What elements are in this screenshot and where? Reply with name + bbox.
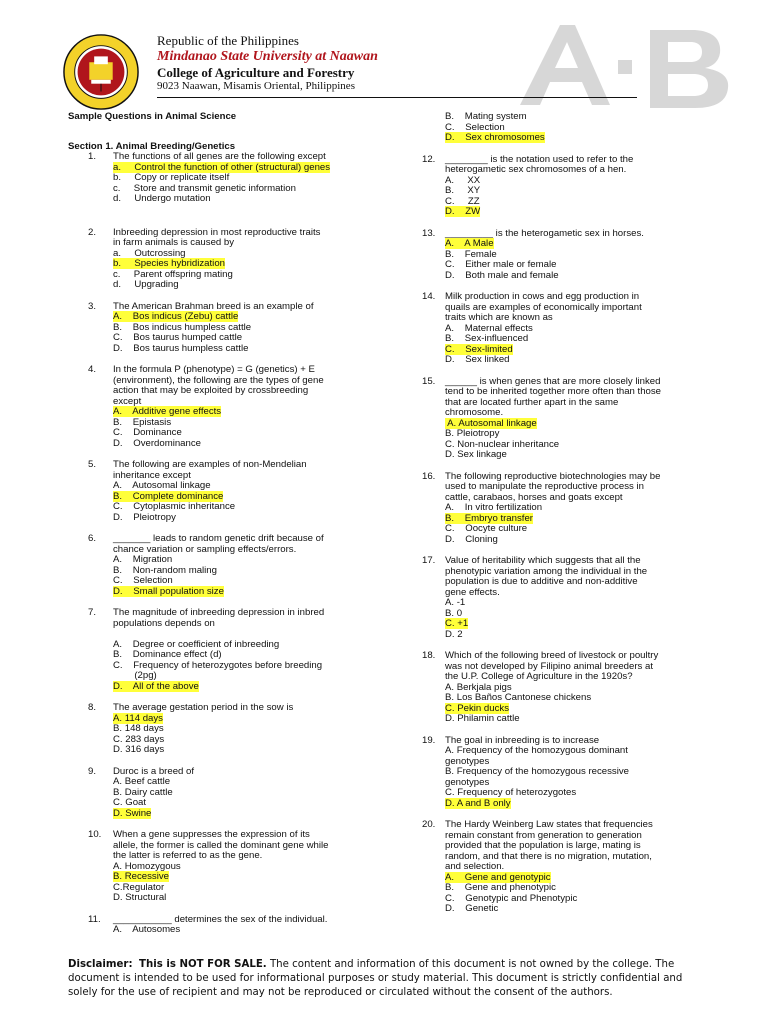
answer-option-highlighted: B. Recessive [113,871,169,882]
answer-option-text: D. Sex linked [445,354,510,365]
header-rule [157,97,637,98]
answer-option-text: C. Frequency of heterozygotes [445,787,577,798]
answer-option-text: C. Oocyte culture [445,523,528,534]
question-stem-line: heterogametic sex chromosomes of a hen. [445,164,627,175]
question-item [68,460,368,523]
answer-option-text: B. Female [445,248,497,260]
question-number: 1. [88,151,97,162]
answer-option-text: D. Sex linkage [445,449,507,460]
answer-option [445,714,712,725]
question-stem-line: tend to be inherited together more often than those [445,386,662,397]
answer-option-highlighted: A. Bos indicus (Zebu) cattle [113,311,239,322]
question-number: 6. [88,533,97,544]
answer-option-text: C. Selection [445,121,505,133]
answer-option-text: D. Overdominance [113,437,201,449]
answer-option [445,271,712,282]
answer-option [445,904,712,915]
question-item [422,556,712,640]
answer-option-text: B. Non-random maling [113,564,217,576]
question-stem-line: Inbreeding depression in most reproductive traits [113,226,321,238]
answer-option [113,745,368,756]
answer-option [113,513,368,524]
answer-option-text: A. Autosomal linkage [113,480,211,491]
answer-option-text: D. Bos taurus humpless cattle [113,342,249,354]
answer-option-text: D. Structural [113,892,167,903]
question-stem-line: used to manipulate the reproductive process in [445,481,644,492]
answer-option-text: d. Undergo mutation [113,193,211,204]
question-stem-line: The functions of all genes are the following except [113,151,326,162]
answer-option [113,788,368,799]
question-stem-line: chance variation or sampling effects/errors. [113,543,297,555]
answer-option-text: B. Sex-influenced [445,333,529,344]
answer-option-text: D. 316 days [113,744,165,755]
question-stem-line: The goal in inbreeding is to increase [445,734,600,746]
question-stem-line: the latter is referred to as the gene. [113,850,263,861]
question-stem-line: _______ leads to random genetic drift because of [113,533,324,544]
question-stem-line: traits which are known as [445,312,553,323]
answer-option-text: A. Migration [113,554,173,565]
answer-option [445,197,712,208]
answer-option [113,893,368,904]
answer-option-highlighted: D. Small population size [113,585,224,597]
answer-option-text: B. Mating system [445,111,527,122]
answer-option-text: B. Dominance effect (d) [113,649,222,660]
answer-option-text: A. Autosomes [113,924,181,935]
answer-option-text: C. Bos taurus humped cattle [113,332,243,343]
answer-option-text: C. Either male or female [445,259,557,270]
answer-option-text: D. Genetic [445,903,499,914]
question-number: 13. [422,227,436,239]
question-stem-line: ______ is when genes that are more closely linked [445,375,661,387]
answer-option-text: (2pg) [113,670,157,681]
question-number: 16. [422,470,436,482]
answer-option-text: A. Degree or coefficient of inbreeding [113,638,280,650]
question-item [68,228,368,291]
question-stem-line: ________ is the notation used to refer to the [445,153,634,165]
answer-option-text: C. Dominance [113,427,182,438]
section-heading: Section 1. Animal Breeding/Genetics [68,140,236,152]
question-stem-line: The following reproductive biotechnologies may be [445,470,661,482]
answer-option-text: d. Upgrading [113,279,179,290]
answer-option-text: D. Philamin cattle [445,713,520,724]
answer-option-text: C. ZZ [445,195,480,207]
question-number: 18. [422,650,436,661]
answer-option [113,344,368,355]
question-number: 14. [422,291,436,302]
question-stem-line: Milk production in cows and egg production in [445,291,640,302]
question-item [68,365,368,449]
answer-option-text: B. 0 [445,607,463,619]
question-stem-line: in farm animals is caused by [113,237,235,248]
answer-option-text: C. 283 days [113,733,165,745]
question-stem-line: The American Brahman breed is an example of [113,300,314,312]
answer-option [113,809,368,820]
answer-option-highlighted: D. A and B only [445,797,511,809]
question-number: 5. [88,459,97,470]
question-number: 12. [422,153,436,165]
question-number: 2. [88,226,97,238]
answer-option-text: A. Frequency of the homozygous dominant [445,745,628,756]
answer-option-highlighted: D. ZW [445,206,481,217]
question-stem-line: phenotypic variation among the individual in the [445,565,648,577]
answer-option [445,176,712,187]
question-item [422,472,712,546]
answer-option-text: genotypes [445,776,490,788]
answer-option [113,682,368,693]
question-stem-line: populations depends on [113,617,215,629]
republic-line: Republic of the Philippines [157,33,299,48]
question-stem-line: Value of heritability which suggests that all the [445,555,641,566]
answer-option-text: b. Copy or replicate itself [113,172,230,183]
question-item [68,608,368,692]
question-number: 15. [422,375,436,387]
answer-option-text: D. Pleiotropy [113,511,176,523]
answer-option-text: A. Berkjala pigs [445,681,512,693]
answer-option-highlighted: b. Species hybridization [113,258,225,269]
question-item [422,377,712,461]
answer-option [445,450,712,461]
answer-option [445,186,712,197]
question-stem-line: that are located further apart in the same [445,396,619,408]
question-item [422,651,712,725]
right-column [422,112,712,915]
question-list-left [68,152,368,936]
answer-option-text: B. Epistasis [113,416,172,428]
disclaimer-body: The content and information of this document is not owned by the college. The document is intended to be used for informational purposes or study material. This document is strictly confidential and solely for the use of recipient and may not be reproduced or circulated without the consent of the authors. [68,959,683,998]
answer-option [113,194,368,205]
answer-option-text: A. Homozygous [113,860,181,872]
answer-option-highlighted: D. Sex chromosomes [445,132,545,143]
answer-option-highlighted: a. Control the function of other (structural) genes [113,161,331,173]
letterhead [157,34,378,93]
answer-option-text: A. Maternal effects [445,322,533,334]
answer-option [445,619,712,630]
answer-option-text: C. Selection [113,575,173,586]
answer-option-highlighted: A. 114 days [113,712,163,724]
college-name: College of Agriculture and Forestry [157,65,355,80]
question-stem-line: Which of the following breed of livestock or poultry [445,650,659,661]
question-stem-line: cattle, carabaos, horses and goats except [445,491,623,503]
answer-option [113,587,368,598]
answer-option [113,798,368,809]
answer-option-text: C.Regulator [113,881,165,893]
answer-option-highlighted: D. Swine [113,807,152,819]
question-stem-line: provided that the population is large, mating is [445,840,641,851]
question-list-right [422,155,712,915]
answer-option [445,609,712,620]
question-stem-line: quails are examples of economically important [445,301,642,313]
question-stem-line: When a gene suppresses the expression of its [113,829,310,840]
left-column [68,112,368,936]
answer-option-text: c. Parent offspring mating [113,268,233,280]
answer-option-text: A. XX [445,174,481,186]
question-number: 7. [88,607,97,618]
answer-option-text: C. Non-nuclear inheritance [445,438,560,450]
question-stem-line: _________ is the heterogametic sex in horses. [445,227,644,239]
answer-option-text: A. -1 [445,597,466,608]
question-number: 8. [88,702,97,713]
answer-option-highlighted: A. Autosomal linkage [445,417,537,429]
disclaimer-not-for-sale: This is NOT FOR SALE. [139,959,267,970]
answer-option-text: B. Gene and phenotypic [445,882,556,893]
answer-option-highlighted: A. A Male [445,238,494,249]
answer-option-highlighted: D. All of the above [113,680,199,692]
answer-option-highlighted: A. Gene and genotypic [445,871,551,883]
answer-option-text: B. XY [445,185,481,196]
answer-option [113,439,368,450]
answer-option [445,133,712,144]
question-item [422,736,712,810]
question-item [68,915,368,936]
question-stem-line: except [113,395,142,407]
question-number: 19. [422,734,436,746]
disclaimer [68,958,708,1000]
question-stem-line: chromosome. [445,407,504,418]
answer-option-text: C. Goat [113,797,147,808]
answer-option [445,207,712,218]
answer-option-text: B. Bos indicus humpless cattle [113,321,252,333]
question-number: 3. [88,300,97,312]
question-stem-line: Duroc is a breed of [113,765,195,777]
question-stem-line: The following are examples of non-Mendelian [113,459,307,470]
university-seal-logo [62,33,140,111]
question-number: 10. [88,829,102,840]
question-item [68,767,368,820]
answer-option [445,598,712,609]
answer-option-text: D. 2 [445,628,463,640]
question-number: 4. [88,364,97,375]
answer-option [445,355,712,366]
question-item [68,830,368,904]
answer-option [113,280,368,291]
answer-option [113,671,368,682]
answer-option [113,925,368,936]
answer-option-text: B. Pleiotropy [445,428,500,439]
question-number: 11. [88,913,101,925]
address-line: 9023 Naawan, Misamis Oriental, Philippines [157,80,355,92]
answer-option [113,481,368,492]
answer-option-text: B. Dairy cattle [113,786,173,798]
answer-option [445,503,712,514]
answer-option-text: c. Store and transmit genetic information [113,182,296,194]
question-item [68,534,368,597]
question-item [422,229,712,282]
disclaimer-label: Disclaimer: [68,959,133,970]
answer-option [445,535,712,546]
question-stem-line: and selection. [445,861,505,872]
answer-option [445,788,712,799]
question-item [422,820,712,915]
university-name: Mindanao State University at Naawan [157,49,378,64]
question-stem-line: was not developed by Filipino animal breeders at [445,660,653,672]
question-stem-line: In the formula P (phenotype) = G (genetics) + E [113,364,315,375]
question-number: 9. [88,765,97,777]
answer-option-highlighted: C. Sex-limited [445,343,513,355]
answer-option-text: A. In vitro fertilization [445,502,543,513]
question-stem-line: action that may be exploited by crossbreeding [113,385,309,396]
answer-option [445,630,712,641]
question-stem-line: the U.P. College of Agriculture in the 1920s? [445,671,633,682]
answer-option [445,334,712,345]
question-item [68,703,368,756]
question-number: 20. [422,819,436,830]
answer-option-text: D. Cloning [445,533,498,545]
answer-option [445,693,712,704]
answer-option-text: B. Los Baños Cantonese chickens [445,692,592,703]
answer-option-highlighted: B. Complete dominance [113,490,224,502]
answer-option-highlighted: B. Embryo transfer [445,512,533,524]
document-title: Sample Questions in Animal Science [68,111,237,122]
question-stem-line: remain constant from generation to generation [445,829,642,841]
answer-option-text: A. Beef cattle [113,776,171,787]
answer-option-text: C. Genotypic and Phenotypic [445,892,578,904]
answer-option-text: genotypes [445,755,490,767]
question-stem-line: inheritance except [113,469,191,481]
answer-option-text: C. Frequency of heterozygotes before breeding [113,659,323,671]
answer-option-text: C. Cytoplasmic inheritance [113,501,236,512]
question-stem-line: random, and that there is no migration, mutation, [445,850,652,862]
question-item [68,302,368,355]
question-11-continuation [422,112,712,144]
question-stem-line: The Hardy Weinberg Law states that frequencies [445,819,653,830]
question-item [422,292,712,366]
question-number: 17. [422,555,436,566]
question-stem-line: population is due to additive and non-additive [445,576,638,587]
question-stem-line: gene effects. [445,586,500,598]
question-item [68,152,368,205]
answer-option [445,799,712,810]
answer-option-highlighted: A. Additive gene effects [113,406,222,417]
question-stem-line: The magnitude of inbreeding depression in inbred [113,607,325,618]
question-stem-line: ___________ determines the sex of the individual. [113,913,328,925]
answer-option [113,576,368,587]
question-stem-line: (environment), the following are the types of gene [113,374,324,386]
question-stem-line: allele, the former is called the dominant gene while [113,839,329,851]
answer-option-highlighted: C. +1 [445,618,469,629]
answer-option-text: B. 148 days [113,723,164,734]
question-stem-line: The average gestation period in the sow is [113,702,294,713]
answer-option-highlighted: C. Pekin ducks [445,702,509,714]
question-item [422,155,712,218]
answer-option-text: D. Both male and female [445,269,559,281]
answer-option-text: B. Frequency of the homozygous recessive [445,766,629,777]
answer-option-text: a. Outcrossing [113,247,186,259]
